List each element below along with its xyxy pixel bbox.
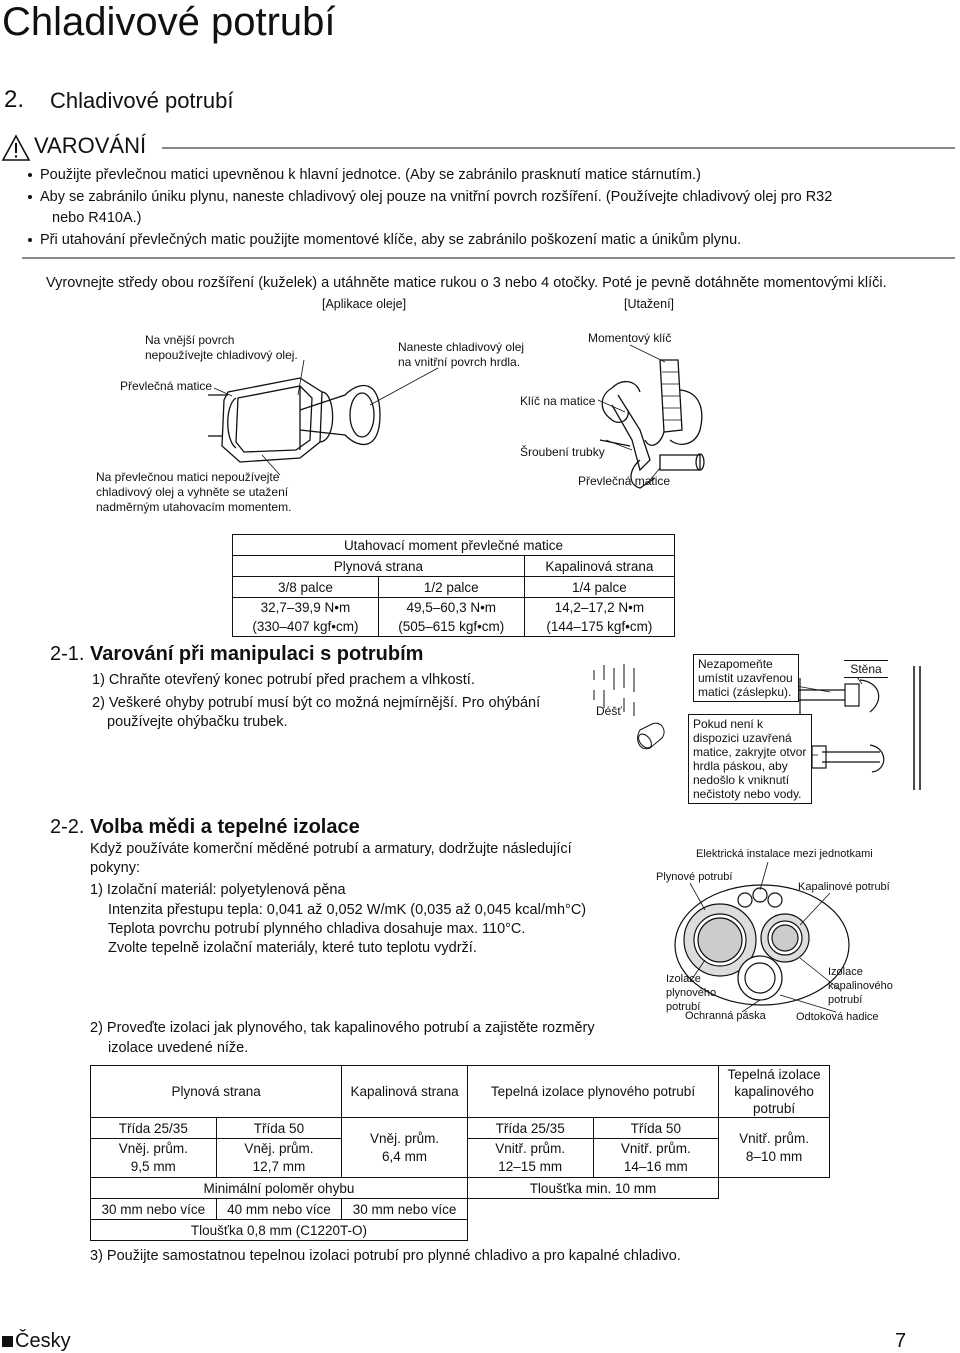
ins-thickness: Tloušťka 0,8 mm (C1220T-O) [91,1220,468,1241]
torque-value-kgf: (144–175 kgf•cm) [546,619,653,634]
wall-label [822,660,910,678]
inner-surface-label-2: na vnitřní povrch hrdla. [398,355,521,369]
label-line: Izolace [828,966,863,978]
section-number: 2. [4,86,25,113]
flare-nut-label-2: Převlečná matice [578,474,671,488]
no-oil-label-2: chladivový olej a vyhněte se utažení [96,485,289,499]
tape-note-line: nedošlo k vniknutí [693,773,790,787]
torque-liquid-side: Kapalinová strana [524,556,674,577]
no-oil-label-3: nadměrným utahovacím momentem. [96,500,292,514]
footer-square-icon [2,1336,13,1347]
torque-value-kgf: (505–615 kgf•cm) [398,619,505,634]
ins-empty [467,1199,829,1220]
section-22-item-3: 3) Použijte samostatnou tepelnou izolaci potrubí pro plynné chladivo a pro kapalné chladivo. [90,1248,681,1264]
inner-surface-label: Naneste chladivový olej [398,340,525,354]
torque-size: 3/8 palce [233,577,379,598]
torque-size: 1/2 palce [378,577,524,598]
ins-min-bend: Minimální poloměr ohybu [91,1178,468,1199]
tape-note-line: matice, zakryjte otvor [693,745,807,759]
label-line: potrubí [666,1001,701,1013]
torque-value: 14,2–17,2 N•m [554,600,645,615]
section-22-item-1-l4: Zvolte tepelně izolační materiály, které tuto teplotu vydrží. [108,940,477,956]
torque-value-cell [233,598,379,637]
cap-note-line: matici (záslepku). [698,685,792,699]
ins-bend: 30 mm nebo více [91,1199,217,1220]
section-22-item-1: 1) Izolační materiál: polyetylenová pěna [90,882,346,898]
instruction-text: Vyrovnejte středy obou rozšíření (kuželek) a utáhněte matice rukou o 3 nebo 4 otočky. Poté je pevně dotáhněte momentovými klíči. [46,275,887,291]
drain-hose-label: Odtoková hadice [796,1011,879,1023]
section-22-intro-1: Když používáte komerční měděné potrubí a armatury, dodržujte následující [90,841,572,857]
wall-text: Stěna [844,660,887,678]
ins-bend: 40 mm nebo více [216,1199,342,1220]
ins-empty [719,1178,830,1199]
ins-gas-od-cell [216,1139,342,1178]
ins-thickness-min: Tloušťka min. 10 mm [467,1178,718,1199]
tape-note-line: dispozici uzavřená [693,731,792,745]
flare-nut-label: Převlečná matice [120,379,213,393]
section-22-item-2-cont: izolace uvedené níže. [108,1040,249,1056]
liquid-pipe-label: Kapalinové potrubí [798,881,890,893]
flare-nut-drawing [208,378,380,462]
nut-wrench-label: Klíč na matice [520,394,596,408]
section-22-item-1-l3: Teplota povrchu potrubí plynného chladiva dosahuje max. 110°C. [108,921,526,937]
insulation-table [90,1065,830,1241]
ins-liquid-od [342,1118,468,1178]
ins-od-label: Vněj. prům. [370,1130,440,1146]
ins-class: Třída 25/35 [467,1118,593,1139]
ins-class: Třída 50 [593,1118,719,1139]
ins-od-label: Vněj. prům. [118,1141,188,1156]
ins-gas-id-cell [467,1139,593,1178]
warning-title: VAROVÁNÍ [34,133,147,158]
torque-gas-side: Plynová strana [233,556,525,577]
ins-gas-side: Plynová strana [91,1066,342,1118]
section-22-number: 2-2. [50,816,85,838]
ins-header-line: Tepelná izolace [727,1067,821,1082]
warning-icon [3,136,29,160]
footer-language: Česky [15,1330,71,1352]
gas-pipe-label: Plynové potrubí [656,871,733,883]
ins-gas-id-cell [593,1139,719,1178]
ins-liquid-side: Kapalinová strana [342,1066,468,1118]
torque-table-title: Utahovací moment převlečné matice [233,535,675,556]
section-22-item-2: 2) Proveďte izolaci jak plynového, tak kapalinového potrubí a zajistěte rozměry [90,1020,595,1036]
page-title: Chladivové potrubí [2,0,336,44]
cap-note-box [693,654,799,702]
section-21-number: 2-1. [50,643,85,665]
torque-value: 49,5–60,3 N•m [406,600,497,615]
torque-table [232,534,675,637]
ins-od-value: 6,4 mm [382,1148,428,1164]
label-line: potrubí [828,994,863,1006]
gas-insulation-label [666,972,716,1014]
outer-surface-label-2: nepoužívejte chladivový olej. [145,348,298,362]
torque-wrench-label: Momentový klíč [588,331,672,345]
section-22-intro-2: pokyny: [90,860,140,876]
ins-od-value: 9,5 mm [130,1159,176,1174]
warning-item-2-cont: nebo R410A.) [52,210,142,226]
ins-gas-od-cell [91,1139,217,1178]
cap-note-line: umístit uzavřenou [698,671,793,685]
page-number: 7 [895,1330,907,1352]
rain-label: Déšť [596,704,622,718]
torque-value: 32,7–39,9 N•m [260,600,351,615]
ins-class: Třída 25/35 [91,1118,217,1139]
ins-id-value: 12–15 mm [498,1159,563,1174]
section-21-item-1: 1) Chraňte otevřený konec potrubí před prachem a vlhkostí. [92,672,475,688]
label-line: kapalinového [828,980,893,992]
tape-note-line: nečistoty nebo vody. [693,787,802,801]
section-21-item-2: 2) Veškeré ohyby potrubí musí být co možná nejmírnější. Pro ohýbání [92,695,541,711]
warning-item-2: Aby se zabránilo úniku plynu, naneste chladivový olej pouze na vnitřní povrch rozšíření. (Používejte chladivový olej pro R32 [40,189,833,205]
ins-empty [467,1220,829,1241]
torque-value-cell [378,598,524,637]
section-21-item-2-cont: používejte ohýbačku trubek. [107,714,288,730]
protective-tape-label: Ochranná páska [685,1010,766,1022]
ins-bend: 30 mm nebo více [342,1199,468,1220]
tighten-caption: [Utažení] [624,297,675,311]
liquid-insulation-label [828,965,893,1007]
ins-id-label: Vnitř. prům. [620,1141,691,1156]
ins-header-line: kapalinového [734,1084,814,1099]
section-title: Chladivové potrubí [50,88,234,113]
ins-header-line: potrubí [753,1101,796,1116]
ins-class: Třída 50 [216,1118,342,1139]
section-21-title: Varování při manipulaci s potrubím [90,643,424,665]
section-22-title: Volba mědi a tepelné izolace [90,816,360,838]
pipe-union-label: Šroubení trubky [520,445,605,459]
ins-id-label: Vnitř. prům. [739,1130,809,1146]
ins-id-value: 8–10 mm [745,1148,803,1164]
ins-id-label: Vnitř. prům. [495,1141,566,1156]
tape-note-box [688,714,812,804]
ins-liquid-insulation [719,1066,830,1118]
cap-note-line: Nezapomeňte [698,657,773,671]
ins-liquid-id [719,1118,830,1178]
tape-note-line: hrdla páskou, aby [693,759,788,773]
warning-item-1: Použijte převlečnou matici upevněnou k hlavní jednotce. (Aby se zabránilo prasknutí matice stárnutím.) [40,167,701,183]
tape-note-line: Pokud není k [693,717,764,731]
warning-item-3: Při utahování převlečných matic použijte momentové klíče, aby se zabránilo poškození matic a únikům plynu. [40,232,742,248]
label-line: plynového [666,987,717,999]
ins-od-value: 12,7 mm [252,1159,306,1174]
no-oil-label-1: Na převlečnou matici nepoužívejte [96,470,280,484]
ins-gas-insulation: Tepelná izolace plynového potrubí [467,1066,718,1118]
torque-size: 1/4 palce [524,577,674,598]
wrench-drawing [600,360,704,488]
oil-caption: [Aplikace oleje] [322,297,407,311]
torque-value-cell [524,598,674,637]
outer-surface-label: Na vnější povrch [145,333,235,347]
label-line: Izolace [666,973,701,985]
wiring-label: Elektrická instalace mezi jednotkami [696,848,873,860]
ins-od-label: Vněj. prům. [244,1141,314,1156]
section-22-item-1-l2: Intenzita přestupu tepla: 0,041 až 0,052 W/mK (0,035 až 0,045 kcal/mh°C) [108,902,587,918]
ins-id-value: 14–16 mm [623,1159,688,1174]
torque-value-kgf: (330–407 kgf•cm) [252,619,359,634]
